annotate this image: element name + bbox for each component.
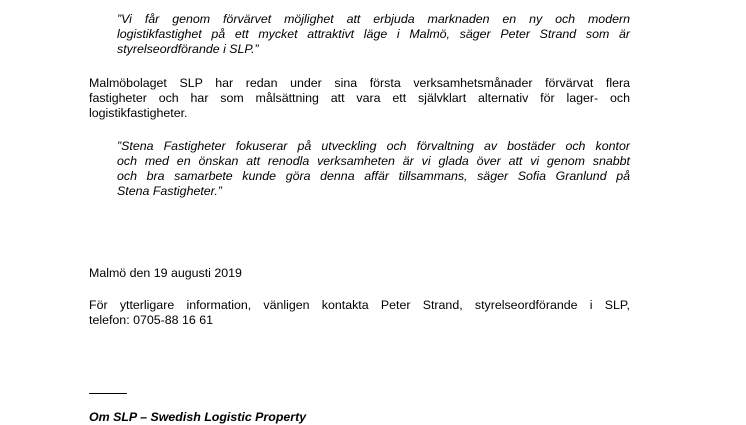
quote-line: Stena Fastigheter.”: [117, 184, 222, 198]
paragraph-line: fastigheter och har som målsättning att vara ett självklart alternativ för lager- och: [89, 91, 630, 105]
paragraph-line: Malmöbolaget SLP har redan under sina första verksamhetsmånader förvärvat flera: [89, 76, 630, 90]
paragraph-slp-acquisitions: [89, 76, 630, 121]
quote-sofia-granlund: [117, 139, 630, 199]
quote-line: logistikfastighet på ett mycket attraktivt läge i Malmö, säger Peter Strand som är: [117, 27, 630, 41]
quote-line: och med en önskan att renodla verksamheten är vi glada över att vi genom snabbt: [117, 154, 630, 168]
quote-line: och bra samarbete kunde göra denna affär tillsammans, säger Sofia Granlund på: [117, 169, 630, 183]
contact-information: [89, 298, 630, 328]
quote-line: ”Stena Fastigheter fokuserar på utveckling och förvaltning av bostäder och kontor: [117, 139, 630, 153]
dateline-text: Malmö den 19 augusti 2019: [89, 266, 242, 280]
about-slp-heading: Om SLP – Swedish Logistic Property: [89, 410, 307, 424]
contact-line: För ytterligare information, vänligen kontakta Peter Strand, styrelseordförande i SLP,: [89, 298, 630, 312]
contact-line: telefon: 0705-88 16 61: [89, 313, 214, 327]
paragraph-line: logistikfastigheter.: [89, 106, 188, 120]
dateline: [89, 266, 630, 281]
quote-peter-strand: [117, 12, 630, 57]
quote-line: ”Vi får genom förvärvet möjlighet att erbjuda marknaden en ny och modern: [117, 12, 630, 26]
section-divider: [89, 393, 127, 394]
quote-line: styrelseordförande i SLP.”: [117, 42, 259, 56]
